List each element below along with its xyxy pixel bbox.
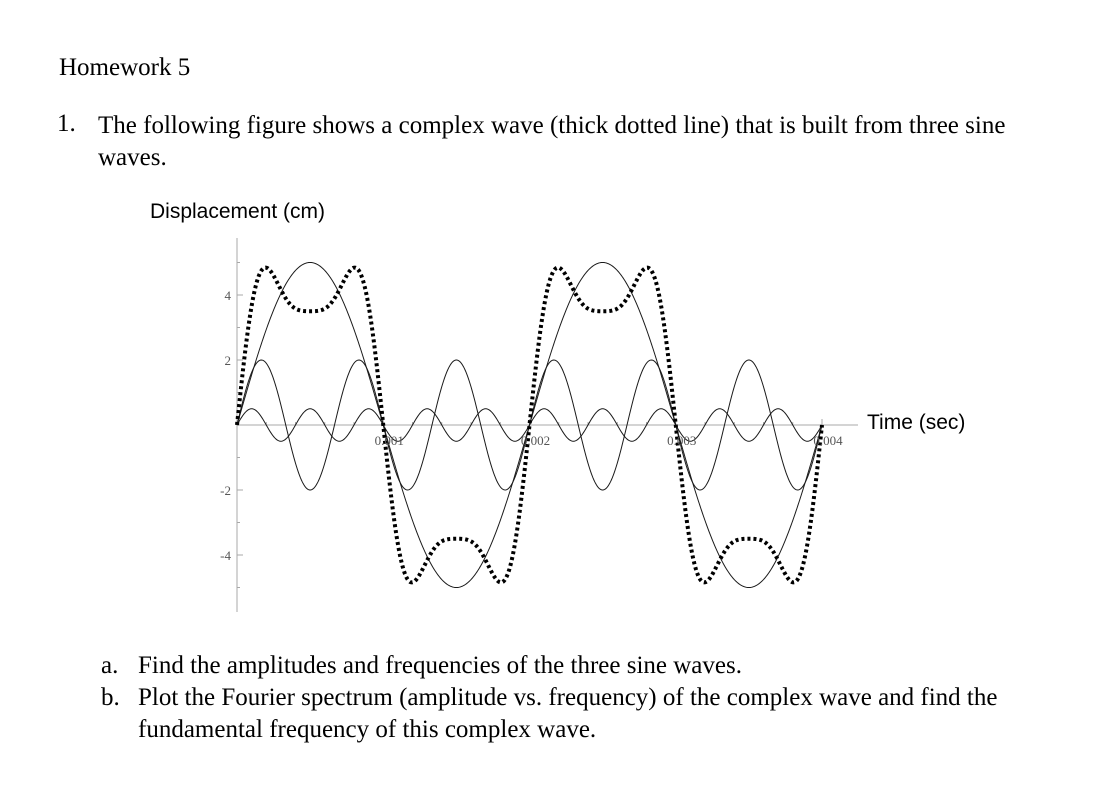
subpart-a-marker: a. <box>101 652 119 679</box>
subpart-a-text: Find the amplitudes and frequencies of the three sine waves. <box>138 652 742 679</box>
y-tick-label: 4 <box>224 288 231 303</box>
y-tick-label: -2 <box>220 483 231 498</box>
y-tick-label: -4 <box>220 548 231 563</box>
chart-curves <box>237 263 822 588</box>
x-tick-label: 0.001 <box>374 433 404 448</box>
x-tick-label: 0.003 <box>667 433 697 448</box>
y-tick-label: 2 <box>224 353 231 368</box>
homework-title: Homework 5 <box>59 54 191 81</box>
chart-axes <box>237 238 858 612</box>
x-tick-label: 0.002 <box>520 433 551 448</box>
question-number: 1. <box>57 110 76 137</box>
subpart-b-marker: b. <box>101 684 120 711</box>
question-text: The following figure shows a complex wave (thick dotted line) that is built from three sine waves. <box>98 112 1006 171</box>
y-axis-label: Displacement (cm) <box>150 200 326 223</box>
x-axis-label: Time (sec) <box>867 411 966 434</box>
subpart-b-text: Plot the Fourier spectrum (amplitude vs. frequency) of the complex wave and find the fundamental frequency of this complex wave. <box>138 684 998 743</box>
x-tick-label: 0.004 <box>813 433 843 448</box>
